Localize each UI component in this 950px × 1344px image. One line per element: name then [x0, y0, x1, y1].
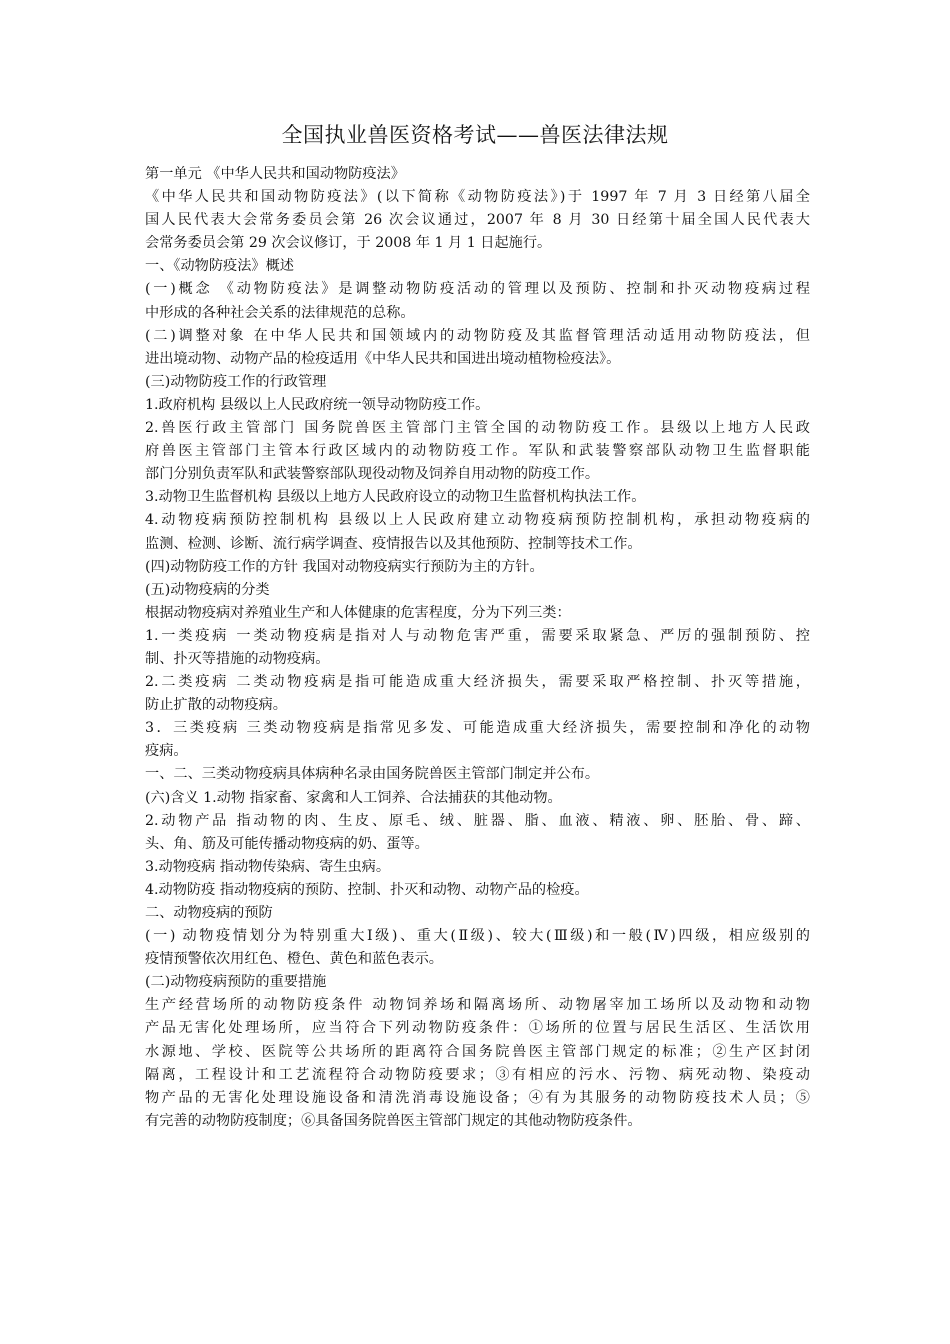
text-line: 有完善的动物防疫制度；⑥具备国务院兽医主管部门规定的其他动物防疫条件。	[145, 1112, 642, 1129]
text-line: 国人民代表大会常务委员会第 26 次会议通过，2007 年 8 月 30 日经第十届全国人民代表大	[145, 212, 810, 229]
text-line: 4.动物疫病预防控制机构 县级以上人民政府建立动物疫病预防控制机构，承担动物疫病的	[145, 512, 810, 529]
text-line: 隔离，工程设计和工艺流程符合动物防疫要求；③有相应的污水、污物、病死动物、染疫动	[145, 1066, 810, 1083]
text-line: 2.动物产品 指动物的肉、生皮、原毛、绒、脏器、脂、血液、精液、卵、胚胎、骨、蹄、	[145, 812, 810, 829]
text-line: 1.一类疫病 一类动物疫病是指对人与动物危害严重，需要采取紧急、严厉的强制预防、控	[145, 627, 810, 644]
text-line: (四)动物防疫工作的方针 我国对动物疫病实行预防为主的方针。	[145, 558, 544, 575]
text-line: 1.政府机构 县级以上人民政府统一领导动物防疫工作。	[145, 396, 490, 413]
text-line: 水源地、学校、医院等公共场所的距离符合国务院兽医主管部门规定的标准；②生产区封闭	[145, 1043, 810, 1060]
text-line: (一) 动物疫情划分为特别重大Ⅰ级)、重大(Ⅱ级)、较大(Ⅲ级)和一般(Ⅳ)四级，相应级别的	[145, 928, 810, 945]
text-line: 疫病。	[145, 743, 188, 760]
text-line: (一)概念 《动物防疫法》是调整动物防疫活动的管理以及预防、控制和扑灭动物疫病过程	[145, 281, 810, 298]
text-line: 3.动物卫生监督机构 县级以上地方人民政府设立的动物卫生监督机构执法工作。	[145, 489, 646, 506]
text-line: 监测、检测、诊断、流行病学调查、疫情报告以及其他预防、控制等技术工作。	[145, 535, 642, 552]
text-line: 生产经营场所的动物防疫条件 动物饲养场和隔离场所、动物屠宰加工场所以及动物和动物	[145, 997, 810, 1014]
text-line: 2.兽医行政主管部门 国务院兽医主管部门主管全国的动物防疫工作。县级以上地方人民政	[145, 420, 810, 437]
text-line: 3.动物疫病 指动物传染病、寄生虫病。	[145, 858, 391, 875]
text-line: 第一单元 《中华人民共和国动物防疫法》	[145, 166, 405, 182]
text-line: 会常务委员会第 29 次会议修订，于 2008 年 1 月 1 日起施行。	[145, 235, 552, 252]
document-title: 全国执业兽医资格考试——兽医法律法规	[281, 123, 669, 147]
text-line: 《中华人民共和国动物防疫法》(以下简称《动物防疫法》)于 1997 年 7 月 3 日经第八届全	[145, 189, 810, 206]
document-body	[145, 163, 810, 1133]
text-line: (三)动物防疫工作的行政管理	[145, 373, 327, 390]
text-line: 部门分别负责军队和武装警察部队现役动物及饲养自用动物的防疫工作。	[145, 466, 600, 483]
text-line: (五)动物疫病的分类	[145, 581, 270, 598]
text-line: 进出境动物、动物产品的检疫适用《中华人民共和国进出境动植物检疫法》。	[145, 350, 621, 367]
text-line: 根据动物疫病对养殖业生产和人体健康的危害程度，分为下列三类：	[145, 604, 571, 621]
text-line: 二、动物疫病的预防	[145, 905, 273, 921]
text-line: 一、《动物防疫法》概述	[145, 258, 294, 275]
text-line: 府兽医主管部门主管本行政区域内的动物防疫工作。军队和武装警察部队动物卫生监督职能	[145, 443, 810, 460]
text-line: 物产品的无害化处理设施设备和清洗消毒设施设备；④有为其服务的动物防疫技术人员；⑤	[145, 1089, 810, 1106]
text-line: 产品无害化处理场所，应当符合下列动物防疫条件：①场所的位置与居民生活区、生活饮用	[145, 1020, 810, 1037]
text-line: 一、二、三类动物疫病具体病种名录由国务院兽医主管部门制定并公布。	[145, 766, 600, 783]
text-line: 2.二类疫病 二类动物疫病是指可能造成重大经济损失，需要采取严格控制、扑灭等措施，	[145, 674, 810, 691]
text-line: 中形成的各种社会关系的法律规范的总称。	[145, 304, 415, 321]
text-line: 3．三类疫病 三类动物疫病是指常见多发、可能造成重大经济损失，需要控制和净化的动物	[145, 720, 810, 737]
text-line: (六)含义 1.动物 指家畜、家禽和人工饲养、合法捕获的其他动物。	[145, 789, 562, 806]
text-line: (二)动物疫病预防的重要措施	[145, 974, 327, 991]
text-line: 防止扩散的动物疫病。	[145, 697, 287, 714]
text-line: 头、角、筋及可能传播动物疫病的奶、蛋等。	[145, 835, 429, 852]
text-line: 制、扑灭等措施的动物疫病。	[145, 650, 330, 667]
text-line: 4.动物防疫 指动物疫病的预防、控制、扑灭和动物、动物产品的检疫。	[145, 881, 589, 898]
text-line: (二)调整对象 在中华人民共和国领域内的动物防疫及其监督管理活动适用动物防疫法，但	[145, 327, 810, 344]
text-line: 疫情预警依次用红色、橙色、黄色和蓝色表示。	[145, 951, 443, 968]
